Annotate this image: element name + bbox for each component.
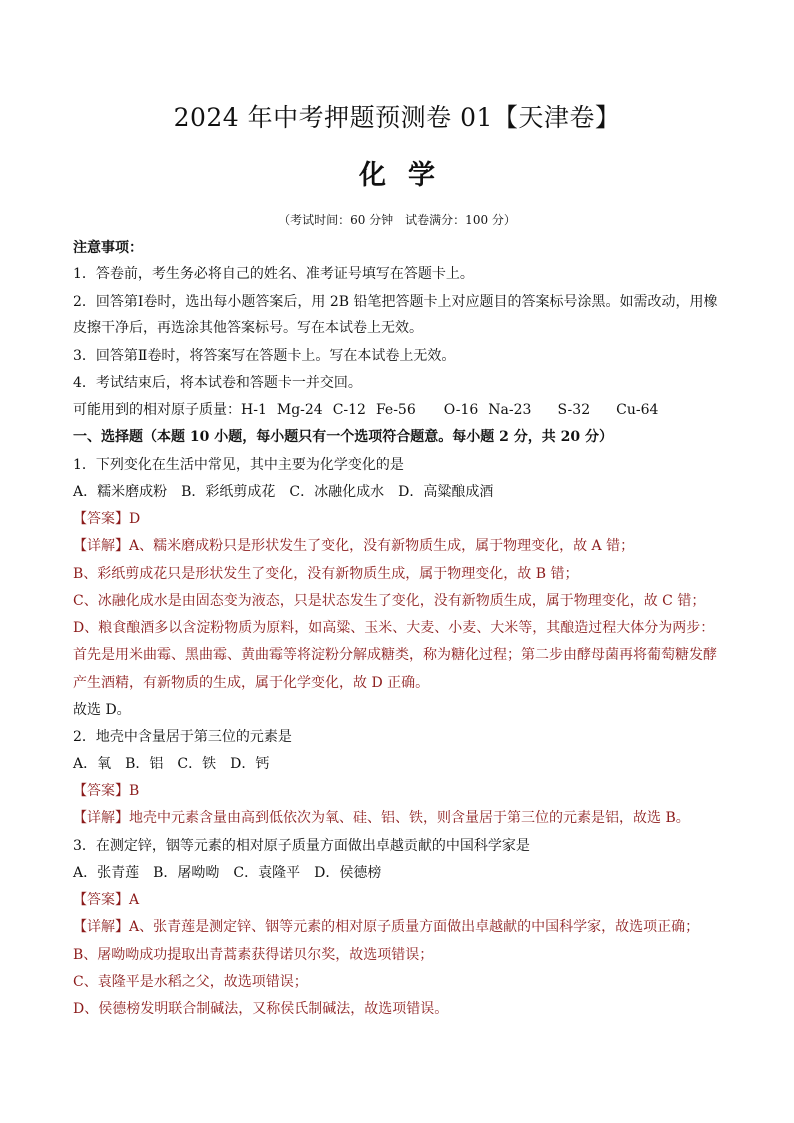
question-1-detail: B、彩纸剪成花只是形状发生了变化，没有新物质生成，属于物理变化，故 B 错； <box>73 566 579 582</box>
option-d: D．钙 <box>230 756 270 772</box>
question-3-options <box>73 863 733 883</box>
question-1-detail: 产生酒精，有新物质的生成，属于化学变化，故 D 正确。 <box>73 675 430 691</box>
option-a: A．氧 <box>73 756 112 772</box>
note-item-1: 1．答卷前，考生务必将自己的姓名、准考证号填写在答题卡上。 <box>73 266 474 282</box>
atomic-mass-item: Fe-56 <box>375 402 416 418</box>
question-3-detail: D、侯德榜发明联合制碱法，又称侯氏制碱法，故选项错误。 <box>73 1001 449 1017</box>
option-a: A．糯米磨成粉 <box>73 484 168 500</box>
atomic-mass-label: 可能用到的相对原子质量： <box>73 402 241 418</box>
atomic-mass-line <box>73 400 733 420</box>
question-1-conclusion: 故选 D。 <box>73 702 131 718</box>
question-3-detail: B、屠呦呦成功提取出青蒿素获得诺贝尔奖，故选项错误； <box>73 947 434 963</box>
exam-title: 2024 年中考押题预测卷 01【天津卷】 <box>173 103 621 132</box>
question-1-answer: 【答案】D <box>73 511 141 527</box>
option-c: C．冰融化成水 <box>289 484 385 500</box>
option-b: B．彩纸剪成花 <box>181 484 276 500</box>
atomic-mass-item: O-16 <box>443 402 479 418</box>
question-1-options <box>73 482 733 502</box>
atomic-mass-item: H-1 <box>241 402 267 418</box>
option-d: D．高粱酿成酒 <box>398 484 494 500</box>
question-2-options <box>73 754 733 774</box>
question-3-detail: 【详解】A、张青莲是测定锌、铟等元素的相对原子质量方面做出卓越献的中国科学家，故选项正确； <box>73 919 700 935</box>
option-c: C．铁 <box>177 756 217 772</box>
question-3-stem: 3．在测定锌，铟等元素的相对原子质量方面做出卓越贡献的中国科学家是 <box>73 838 530 854</box>
atomic-mass-item: S-32 <box>557 402 591 418</box>
question-2-detail: 【详解】地壳中元素含量由高到低依次为氧、硅、铝、铁，则含量居于第三位的元素是铝，故选 B。 <box>73 810 690 826</box>
atomic-mass-item: Mg-24 <box>276 402 323 418</box>
question-1-stem: 1．下列变化在生活中常见，其中主要为化学变化的是 <box>73 457 404 473</box>
question-1-detail: C、冰融化成水是由固态变为液态，只是状态发生了变化，没有新物质生成，属于物理变化，故 C 错； <box>73 593 706 609</box>
question-3-answer: 【答案】A <box>73 892 140 908</box>
note-item-2: 2．回答第Ⅰ卷时，选出每小题答案后，用 2B 铅笔把答题卡上对应题目的答案标号涂黑。如需改动，用橡 <box>73 294 718 310</box>
option-a: A．张青莲 <box>73 865 140 881</box>
question-1-detail: 首先是用米曲霉、黑曲霉、黄曲霉等将淀粉分解成糖类，称为糖化过程；第二步由酵母菌再将葡萄糖发酵 <box>73 647 717 663</box>
question-1-detail: D、粮食酿酒多以含淀粉物质为原料，如高粱、玉米、大麦、小麦、大米等，其酿造过程大体分为两步： <box>73 620 715 636</box>
subject-title: 化学 <box>359 160 457 191</box>
question-3-detail: C、袁隆平是水稻之父，故选项错误； <box>73 974 308 990</box>
option-c: C．袁隆平 <box>233 865 301 881</box>
option-d: D．侯德榜 <box>314 865 382 881</box>
note-item-2-cont: 皮擦干净后，再选涂其他答案标号。写在本试卷上无效。 <box>73 320 423 336</box>
question-2-stem: 2．地壳中含量居于第三位的元素是 <box>73 729 292 745</box>
question-1-detail: 【详解】A、糯米磨成粉只是形状发生了变化，没有新物质生成，属于物理变化，故 A 错； <box>73 538 635 554</box>
section-heading: 一、选择题（本题 10 小题，每小题只有一个选项符合题意。每小题 2 分，共 20 分） <box>73 429 613 445</box>
note-item-3: 3．回答第Ⅱ卷时，将答案写在答题卡上。写在本试卷上无效。 <box>73 348 456 364</box>
atomic-mass-item: Cu-64 <box>616 402 659 418</box>
option-b: B．屠呦呦 <box>153 865 220 881</box>
note-item-4: 4．考试结束后，将本试卷和答题卡一并交回。 <box>73 375 362 391</box>
question-2-answer: 【答案】B <box>73 783 140 799</box>
option-b: B．铝 <box>125 756 164 772</box>
notes-heading: 注意事项： <box>73 240 143 256</box>
atomic-mass-item: C-12 <box>332 402 366 418</box>
exam-meta: （考试时间：60 分钟 试卷满分：100 分） <box>278 213 516 227</box>
atomic-mass-item: Na-23 <box>488 402 532 418</box>
